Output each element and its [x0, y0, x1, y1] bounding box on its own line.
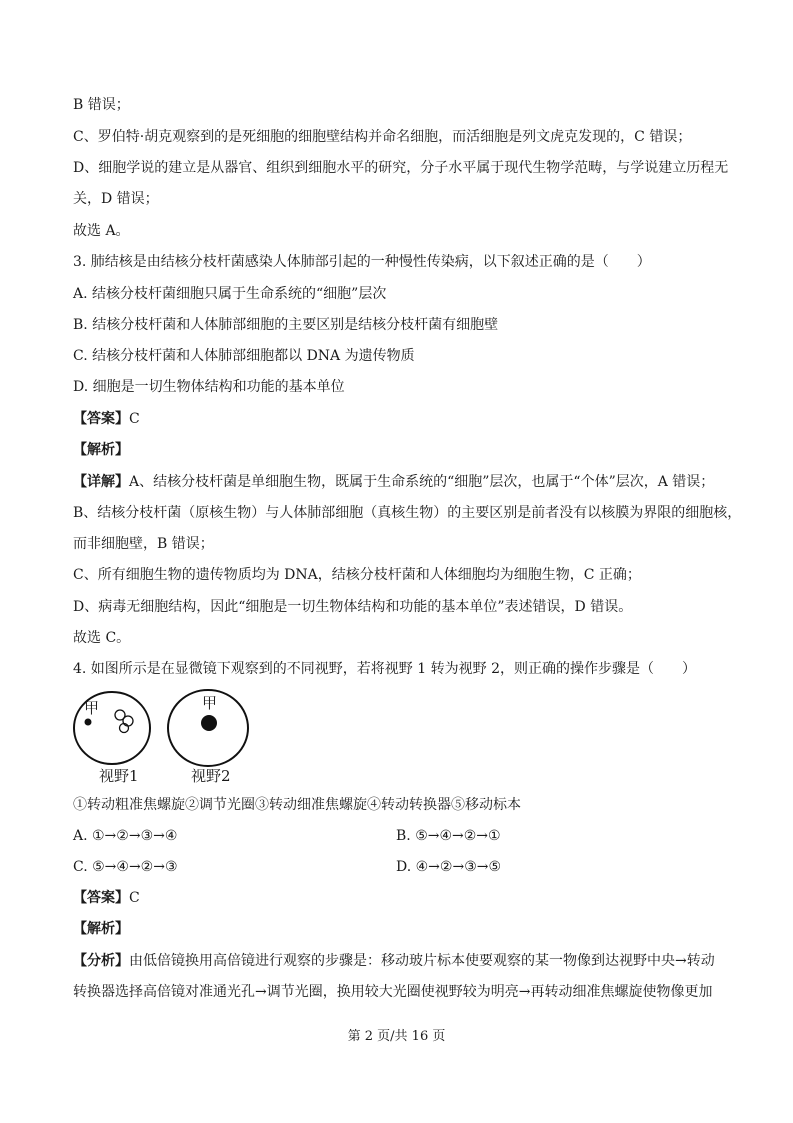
q4-option-b: B. ⑤→④→②→① — [396, 828, 501, 844]
q3-option-d: D. 细胞是一切生物体结构和功能的基本单位 — [73, 379, 345, 395]
q4-analysis-tag: 【解析】 — [73, 921, 129, 937]
detail-tag: 【详解】 — [73, 474, 129, 490]
q3-answer-value: C — [129, 411, 140, 427]
q3-option-b: B. 结核分枝杆菌和人体肺部细胞的主要区别是结核分枝杆菌有细胞壁 — [73, 317, 499, 333]
q3-detail-2: B、结核分枝杆菌（原核生物）与人体肺部细胞（真核生物）的主要区别是前者没有以核膜为界限的细胞核， — [73, 505, 742, 521]
q3-detail-text: A、结核分枝杆菌是单细胞生物，既属于生命系统的“细胞”层次，也属于“个体”层次，A 错误； — [129, 474, 715, 490]
q4-analysis-2: 转换器选择高倍镜对准通光孔→调节光圈，换用较大光圈使视野较为明亮→再转动细准焦螺旋使物像更加 — [73, 984, 713, 1000]
line-5: 故选 A。 — [73, 223, 130, 239]
question-3-stem: 3. 肺结核是由结核分枝杆菌感染人体肺部引起的一种慢性传染病，以下叙述正确的是（ ） — [73, 254, 651, 270]
line-1: B 错误； — [73, 97, 130, 113]
q4-analysis-1 — [73, 951, 715, 971]
q4-steps: ①转动粗准焦螺旋②调节光圈③转动细准焦螺旋④转动转换器⑤移动标本 — [73, 797, 521, 813]
view2-dot — [201, 715, 217, 731]
q3-detail-3: 而非细胞壁，B 错误； — [73, 536, 214, 552]
q3-detail-5: D、病毒无细胞结构，因此“细胞是一切生物体结构和功能的基本单位”表述错误，D 错误。 — [73, 599, 633, 615]
q4-answer — [73, 888, 140, 908]
view1-dot — [85, 719, 92, 726]
view1-bubble-2 — [123, 716, 133, 726]
q3-option-c: C. 结核分枝杆菌和人体肺部细胞都以 DNA 为遗传物质 — [73, 348, 415, 364]
q3-detail-4: C、所有细胞生物的遗传物质均为 DNA，结核分枝杆菌和人体细胞均为细胞生物，C 正确； — [73, 567, 641, 583]
answer-tag: 【答案】 — [73, 890, 129, 906]
q4-analysis-text: 由低倍镜换用高倍镜进行观察的步骤是：移动玻片标本使要观察的某一物像到达视野中央→转动 — [129, 953, 715, 969]
q4-option-d: D. ④→②→③→⑤ — [396, 859, 502, 875]
q3-conclusion: 故选 C。 — [73, 630, 131, 646]
q4-option-c: C. ⑤→④→②→③ — [73, 859, 178, 875]
q3-detail-1 — [73, 472, 714, 492]
answer-tag: 【答案】 — [73, 411, 129, 427]
fenxi-tag: 【分析】 — [73, 953, 129, 969]
q4-option-a: A. ①→②→③→④ — [73, 828, 178, 844]
view1-caption: 视野1 — [99, 767, 139, 785]
view2-jia-label: 甲 — [202, 694, 218, 712]
line-3: D、细胞学说的建立是从器官、组织到细胞水平的研究，分子水平属于现代生物学范畴，与学说建立历程无 — [73, 160, 729, 176]
q3-answer — [73, 409, 140, 429]
q3-option-a: A. 结核分枝杆菌细胞只属于生命系统的“细胞”层次 — [73, 286, 387, 302]
q3-analysis-tag: 【解析】 — [73, 442, 129, 458]
line-4: 关，D 错误； — [73, 191, 159, 207]
q4-answer-value: C — [129, 890, 140, 906]
view2-caption: 视野2 — [191, 767, 231, 785]
question-4-stem: 4. 如图所示是在显微镜下观察到的不同视野，若将视野 1 转为视野 2，则正确的操作步骤是（ ） — [73, 661, 696, 677]
view1-jia-label: 甲 — [84, 699, 100, 717]
line-2: C、罗伯特·胡克观察到的是死细胞的细胞壁结构并命名细胞，而活细胞是列文虎克发现的，C 错误； — [73, 129, 692, 145]
page-footer: 第 2 页/共 16 页 — [347, 1029, 446, 1044]
